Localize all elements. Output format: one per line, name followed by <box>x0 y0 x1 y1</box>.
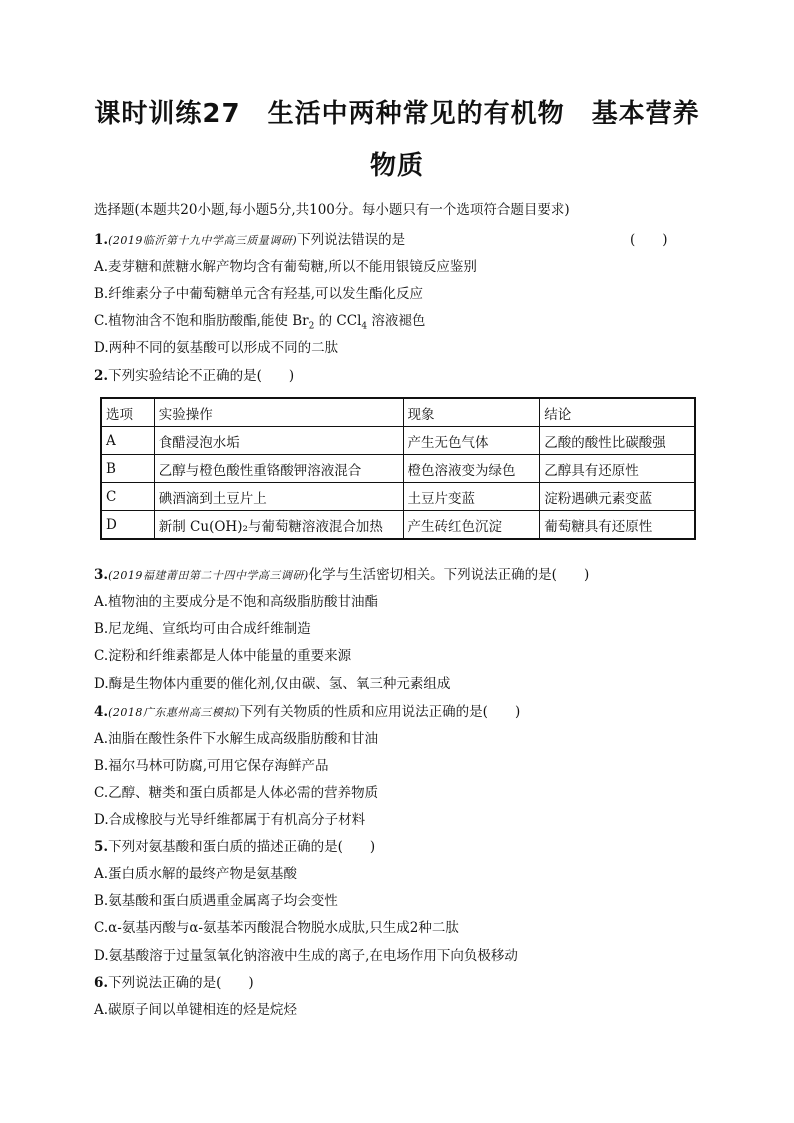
table-cell: A <box>101 427 154 455</box>
table-row <box>101 483 695 511</box>
option-c: C.淀粉和纤维素都是人体中能量的重要来源 <box>94 648 352 664</box>
table-cell: 葡萄糖具有还原性 <box>540 511 695 540</box>
answer-blank: ( ) <box>482 704 521 720</box>
option-b: B.纤维素分子中葡萄糖单元含有羟基,可以发生酯化反应 <box>94 286 424 302</box>
table-cell: 食醋浸泡水垢 <box>154 427 403 455</box>
page-title-line1: 课时训练27 生活中两种常见的有机物 基本营养 <box>94 99 700 129</box>
option-b: B.尼龙绳、宣纸均可由合成纤维制造 <box>94 621 311 637</box>
table-cell: B <box>101 455 154 483</box>
table-cell: 碘酒滴到土豆片上 <box>154 483 403 511</box>
question-text: 下列实验结论不正确的是 <box>108 368 257 384</box>
table-cell: 乙酸的酸性比碳酸强 <box>540 427 695 455</box>
question-number: 3. <box>94 567 109 583</box>
table-cell: 新制 Cu(OH)₂与葡萄糖溶液混合加热 <box>154 511 403 540</box>
table-header-cell: 实验操作 <box>154 398 403 427</box>
table-cell: 产生砖红色沉淀 <box>403 511 540 540</box>
question-number: 1. <box>94 232 109 248</box>
option-d: D.合成橡胶与光导纤维都属于有机高分子材料 <box>94 812 366 828</box>
table-cell: D <box>101 511 154 540</box>
option-a: A.植物油的主要成分是不饱和高级脂肪酸甘油酯 <box>94 594 379 610</box>
answer-blank: ( ) <box>216 975 254 991</box>
option-b: B.氨基酸和蛋白质遇重金属离子均会变性 <box>94 893 338 909</box>
option-c: C.乙醇、糖类和蛋白质都是人体必需的营养物质 <box>94 785 379 801</box>
question-text: 下列有关物质的性质和应用说法正确的是 <box>239 704 483 720</box>
question-text: 化学与生活密切相关。下列说法正确的是 <box>308 567 552 583</box>
question-6-stem <box>94 973 254 993</box>
question-number: 6. <box>94 975 109 991</box>
table-header-cell: 现象 <box>403 398 540 427</box>
option-d: D.酶是生物体内重要的催化剂,仅由碳、氢、氧三种元素组成 <box>94 676 451 692</box>
table-cell: 乙醇具有还原性 <box>540 455 695 483</box>
table-row <box>101 427 695 455</box>
table-header-row <box>101 398 695 427</box>
answer-blank: ( ) <box>630 232 668 248</box>
table-cell: C <box>101 483 154 511</box>
question-source: (2019临沂第十九中学高三质量调研) <box>108 234 298 247</box>
experiment-table <box>100 397 696 540</box>
question-3-stem <box>94 565 589 586</box>
question-5-stem <box>94 837 375 857</box>
table-row <box>101 455 695 483</box>
option-a: A.蛋白质水解的最终产物是氨基酸 <box>94 866 298 882</box>
question-4-stem <box>94 702 520 723</box>
page-title-line2: 物质 <box>369 151 424 181</box>
option-a: A.油脂在酸性条件下水解生成高级脂肪酸和甘油 <box>94 731 379 747</box>
question-1-stem <box>94 230 668 251</box>
table-cell: 土豆片变蓝 <box>403 483 540 511</box>
option-a: A.麦芽糖和蔗糖水解产物均含有葡萄糖,所以不能用银镜反应鉴别 <box>94 259 477 275</box>
question-text: 下列说法错误的是 <box>297 232 406 248</box>
question-2-stem <box>94 366 294 386</box>
option-b: B.福尔马林可防腐,可用它保存海鲜产品 <box>94 758 329 774</box>
option-c: C.植物油含不饱和脂肪酸酯,能使 $Br_2$ 的 CCl$_4$ 溶液褪色 <box>94 313 426 332</box>
answer-blank: ( ) <box>256 368 295 384</box>
table-cell: 橙色溶液变为绿色 <box>403 455 540 483</box>
option-c: C.α-氨基丙酸与α-氨基苯丙酸混合物脱水成肽,只生成2种二肽 <box>94 920 459 936</box>
section-header: 选择题(本题共20小题,每小题5分,共100分。每小题只有一个选项符合题目要求) <box>94 202 570 218</box>
question-text: 下列对氨基酸和蛋白质的描述正确的是 <box>108 839 338 855</box>
table-header-cell: 选项 <box>101 398 154 427</box>
answer-blank: ( ) <box>337 839 376 855</box>
table-cell: 淀粉遇碘元素变蓝 <box>540 483 695 511</box>
table-row <box>101 511 695 540</box>
option-a: A.碳原子间以单键相连的烃是烷烃 <box>94 1002 298 1018</box>
question-number: 5. <box>94 839 109 855</box>
answer-blank: ( ) <box>551 567 590 583</box>
option-d: D.氨基酸溶于过量氢氧化钠溶液中生成的离子,在电场作用下向负极移动 <box>94 948 518 964</box>
question-source: (2018广东惠州高三模拟) <box>108 706 240 719</box>
question-source: (2019福建莆田第二十四中学高三调研) <box>108 569 309 582</box>
question-number: 4. <box>94 704 109 720</box>
table-header-cell: 结论 <box>540 398 695 427</box>
table-cell: 乙醇与橙色酸性重铬酸钾溶液混合 <box>154 455 403 483</box>
question-text: 下列说法正确的是 <box>108 975 217 991</box>
table-cell: 产生无色气体 <box>403 427 540 455</box>
option-d: D.两种不同的氨基酸可以形成不同的二肽 <box>94 340 339 356</box>
question-number: 2. <box>94 368 109 384</box>
